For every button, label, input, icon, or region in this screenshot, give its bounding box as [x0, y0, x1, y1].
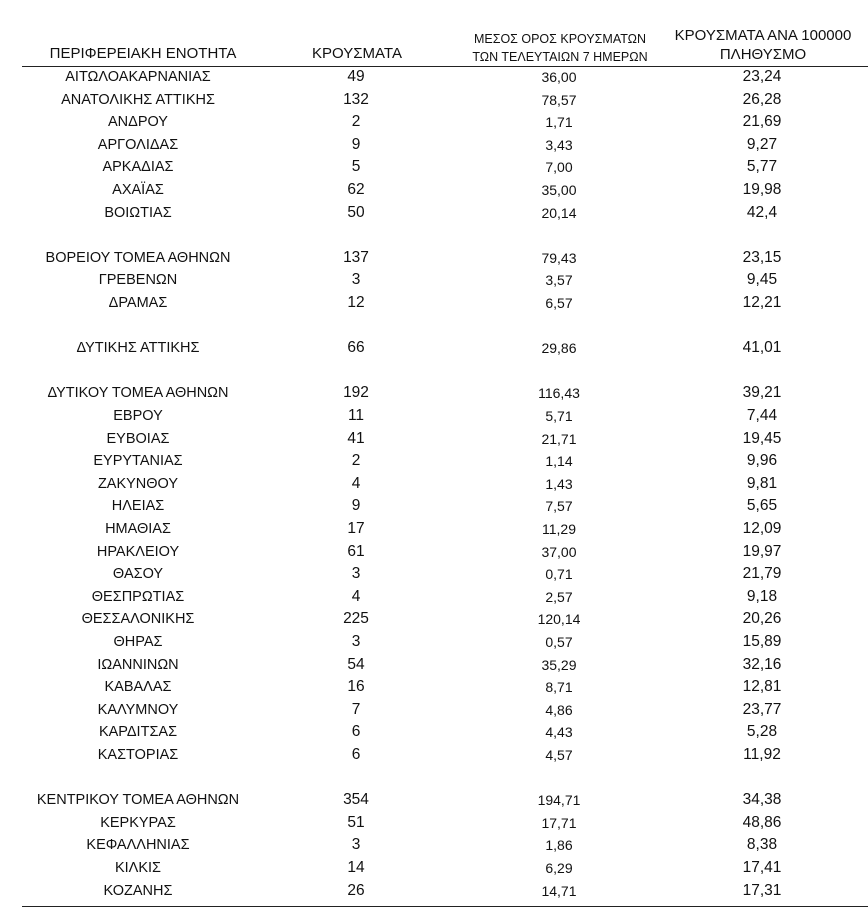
per-100000-value: 19,45: [742, 429, 782, 447]
per-100000-value: 23,77: [742, 700, 782, 718]
table-row: [0, 812, 868, 834]
table-row: [0, 563, 868, 585]
table-row: [0, 744, 868, 766]
avg-7-days-value: 8,71: [545, 679, 573, 696]
avg-7-days-value: 29,86: [541, 340, 577, 357]
per-100000-value: 20,26: [742, 610, 782, 628]
avg-7-days-value: 36,00: [541, 69, 577, 85]
table-row: [0, 269, 868, 291]
header-per-line2: ΠΛΗΘΥΣΜΟ: [719, 46, 807, 63]
cases-value: 62: [347, 181, 365, 198]
cases-value: 3: [351, 836, 361, 854]
table-row: [0, 111, 868, 133]
avg-7-days-value: 116,43: [538, 385, 580, 402]
avg-7-days-value: 7,00: [545, 159, 573, 176]
per-100000-value: 5,77: [746, 158, 778, 176]
per-100000-value: 42,4: [746, 203, 778, 221]
table-row: [0, 608, 868, 630]
region-name: ΙΩΑΝΝΙΝΩΝ: [97, 656, 179, 673]
table-row: [0, 202, 868, 224]
region-name: ΓΡΕΒΕΝΩΝ: [98, 272, 178, 289]
region-name: ΑΧΑΪΑΣ: [112, 182, 164, 198]
region-name: ΒΟΡΕΙΟΥ ΤΟΜΕΑ ΑΘΗΝΩΝ: [45, 249, 231, 266]
region-name: ΑΡΚΑΔΙΑΣ: [102, 159, 174, 176]
table-row: [0, 586, 868, 608]
header-avg-line2: ΤΩΝ ΤΕΛΕΥΤΑΙΩΝ 7 ΗΜΕΡΩΝ: [472, 50, 648, 64]
table-row: [0, 721, 868, 743]
avg-7-days-value: 7,57: [545, 498, 573, 515]
cases-value: 51: [347, 813, 365, 831]
per-100000-value: 12,81: [742, 678, 782, 696]
table-row: [0, 134, 868, 156]
cases-value: 3: [351, 565, 361, 583]
cases-value: 41: [347, 429, 365, 447]
table-row: [0, 66, 868, 88]
avg-7-days-value: 37,00: [541, 543, 577, 560]
table-row: [0, 89, 868, 111]
table-row: [0, 495, 868, 517]
per-100000-value: 19,97: [742, 542, 782, 560]
avg-7-days-value: 17,71: [541, 814, 577, 831]
region-name: ΔΡΑΜΑΣ: [108, 295, 168, 311]
per-100000-value: 23,15: [742, 248, 782, 266]
table-row: [0, 518, 868, 540]
cases-value: 192: [343, 384, 369, 402]
table-row: [0, 428, 868, 450]
per-100000-value: 21,79: [742, 565, 782, 583]
table-row: [0, 450, 868, 472]
cases-value: 354: [343, 791, 369, 809]
per-100000-value: 12,21: [742, 294, 782, 311]
avg-7-days-value: 21,71: [541, 430, 577, 447]
avg-7-days-value: 1,86: [545, 837, 573, 854]
region-name: ΗΡΑΚΛΕΙΟΥ: [96, 543, 180, 560]
avg-7-days-value: 11,29: [542, 521, 576, 537]
region-name: ΘΗΡΑΣ: [113, 634, 163, 650]
table-row: [0, 631, 868, 653]
cases-value: 137: [343, 248, 369, 266]
per-100000-value: 9,18: [746, 587, 778, 605]
per-100000-value: 39,21: [742, 384, 782, 402]
cases-value: 4: [351, 587, 361, 605]
region-name: ΑΝΑΤΟΛΙΚΗΣ ΑΤΤΙΚΗΣ: [61, 91, 215, 108]
region-name: ΗΜΑΘΙΑΣ: [105, 521, 171, 537]
region-name: ΚΟΖΑΝΗΣ: [103, 882, 173, 899]
per-100000-value: 9,27: [746, 135, 778, 153]
avg-7-days-value: 1,14: [545, 453, 573, 470]
cases-value: 12: [347, 294, 365, 311]
region-name: ΔΥΤΙΚΟΥ ΤΟΜΕΑ ΑΘΗΝΩΝ: [47, 385, 229, 402]
region-name: ΑΡΓΟΛΙΔΑΣ: [97, 136, 179, 153]
region-name: ΖΑΚΥΝΘΟΥ: [97, 475, 179, 492]
table-row: [0, 834, 868, 856]
region-name: ΚΙΛΚΙΣ: [114, 860, 162, 876]
avg-7-days-value: 6,57: [545, 295, 573, 311]
cases-value: 50: [347, 203, 365, 221]
per-100000-value: 5,65: [746, 497, 778, 515]
cases-value: 26: [347, 881, 365, 899]
per-100000-value: 9,81: [746, 474, 778, 492]
bottom-rule: [22, 906, 868, 907]
avg-7-days-value: 3,57: [545, 272, 573, 289]
per-100000-value: 21,69: [742, 113, 782, 131]
cases-value: 5: [351, 158, 361, 176]
region-name: ΑΝΔΡΟΥ: [108, 114, 168, 131]
cases-value: 3: [351, 271, 361, 289]
per-100000-value: 34,38: [742, 791, 782, 809]
table-row: [0, 541, 868, 563]
per-100000-value: 23,24: [742, 68, 782, 85]
per-100000-value: 9,45: [746, 271, 778, 289]
per-100000-value: 9,96: [746, 452, 778, 470]
table-row: [0, 880, 868, 902]
region-name: ΗΛΕΙΑΣ: [111, 498, 165, 515]
per-100000-value: 17,31: [742, 881, 782, 899]
header-cases: ΚΡΟΥΣΜΑΤΑ: [312, 45, 402, 62]
per-100000-value: 17,41: [742, 859, 782, 876]
avg-7-days-value: 14,71: [541, 882, 577, 899]
region-name: ΕΥΒΟΙΑΣ: [106, 430, 170, 447]
cases-value: 49: [347, 68, 365, 85]
avg-7-days-value: 5,71: [545, 408, 573, 424]
per-100000-value: 41,01: [742, 339, 782, 357]
avg-7-days-value: 35,00: [541, 182, 577, 198]
cases-value: 9: [351, 497, 361, 515]
region-name: ΚΕΦΑΛΛΗΝΙΑΣ: [86, 837, 190, 854]
cases-value: 2: [351, 113, 361, 131]
avg-7-days-value: 0,57: [545, 634, 573, 650]
cases-value: 6: [351, 746, 361, 763]
table-row: [0, 857, 868, 879]
table-row: [0, 654, 868, 676]
header-region: ΠΕΡΙΦΕΡΕΙΑΚΗ ΕΝΟΤΗΤΑ: [49, 45, 237, 62]
region-name: ΚΑΒΑΛΑΣ: [104, 679, 172, 696]
per-100000-value: 7,44: [746, 407, 778, 424]
cases-value: 16: [347, 678, 365, 696]
cases-value: 4: [351, 474, 361, 492]
per-100000-value: 8,38: [746, 836, 778, 854]
per-100000-value: 5,28: [746, 723, 778, 741]
per-100000-value: 11,92: [743, 746, 781, 763]
region-name: ΚΕΝΤΡΙΚΟΥ ΤΟΜΕΑ ΑΘΗΝΩΝ: [36, 792, 240, 809]
cases-value: 3: [351, 633, 361, 650]
table-row: [0, 405, 868, 427]
table-row: [0, 473, 868, 495]
region-name: ΚΕΡΚΥΡΑΣ: [100, 814, 176, 831]
header-avg-line1: ΜΕΣΟΣ ΟΡΟΣ ΚΡΟΥΣΜΑΤΩΝ: [473, 32, 647, 46]
region-name: ΕΥΡΥΤΑΝΙΑΣ: [93, 453, 183, 470]
cases-value: 61: [347, 542, 365, 560]
cases-value: 14: [347, 859, 365, 876]
region-name: ΘΕΣΠΡΩΤΙΑΣ: [91, 588, 185, 605]
region-name: ΚΑΛΥΜΝΟΥ: [97, 701, 179, 718]
per-100000-value: 32,16: [742, 655, 782, 673]
region-name: ΔΥΤΙΚΗΣ ΑΤΤΙΚΗΣ: [76, 340, 200, 357]
table-row: [0, 179, 868, 201]
region-name: ΒΟΙΩΤΙΑΣ: [104, 204, 172, 221]
avg-7-days-value: 3,43: [545, 136, 573, 153]
cases-value: 132: [343, 90, 369, 108]
cases-value: 66: [347, 339, 365, 357]
per-100000-value: 19,98: [742, 181, 782, 198]
avg-7-days-value: 6,29: [545, 860, 573, 876]
table-row: [0, 156, 868, 178]
avg-7-days-value: 1,43: [545, 475, 573, 492]
per-100000-value: 15,89: [742, 633, 782, 650]
avg-7-days-value: 120,14: [537, 611, 581, 628]
header-per-line1: ΚΡΟΥΣΜΑΤΑ ΑΝΑ 100000: [674, 27, 852, 44]
cases-value: 17: [347, 520, 365, 537]
table-row: [0, 337, 868, 359]
avg-7-days-value: 1,71: [545, 114, 573, 131]
table-row: [0, 699, 868, 721]
cases-value: 54: [347, 655, 365, 673]
cases-value: 2: [351, 452, 361, 470]
avg-7-days-value: 0,71: [545, 566, 573, 583]
avg-7-days-value: 4,43: [545, 724, 573, 741]
cases-value: 225: [343, 610, 369, 628]
table-row: [0, 382, 868, 404]
cases-value: 11: [347, 407, 365, 424]
avg-7-days-value: 20,14: [541, 204, 577, 221]
cases-value: 7: [351, 700, 361, 718]
region-name: ΚΑΣΤΟΡΙΑΣ: [97, 747, 179, 763]
region-name: ΚΑΡΔΙΤΣΑΣ: [98, 724, 178, 741]
avg-7-days-value: 78,57: [541, 91, 577, 108]
avg-7-days-value: 79,43: [541, 249, 577, 266]
avg-7-days-value: 2,57: [545, 588, 573, 605]
avg-7-days-value: 35,29: [541, 656, 577, 673]
cases-value: 6: [351, 723, 361, 741]
avg-7-days-value: 4,57: [545, 747, 573, 763]
table-row: [0, 676, 868, 698]
cases-value: 9: [351, 135, 361, 153]
region-name: ΑΙΤΩΛΟΑΚΑΡΝΑΝΙΑΣ: [65, 69, 211, 85]
region-name: ΘΕΣΣΑΛΟΝΙΚΗΣ: [81, 611, 195, 628]
avg-7-days-value: 4,86: [545, 701, 573, 718]
region-name: ΘΑΣΟΥ: [112, 566, 164, 583]
table-row: [0, 247, 868, 269]
table-row: [0, 789, 868, 811]
region-name: ΕΒΡΟΥ: [113, 408, 163, 424]
table-row: [0, 292, 868, 314]
per-100000-value: 12,09: [742, 520, 782, 537]
per-100000-value: 48,86: [742, 813, 782, 831]
per-100000-value: 26,28: [742, 90, 782, 108]
avg-7-days-value: 194,71: [537, 792, 581, 809]
